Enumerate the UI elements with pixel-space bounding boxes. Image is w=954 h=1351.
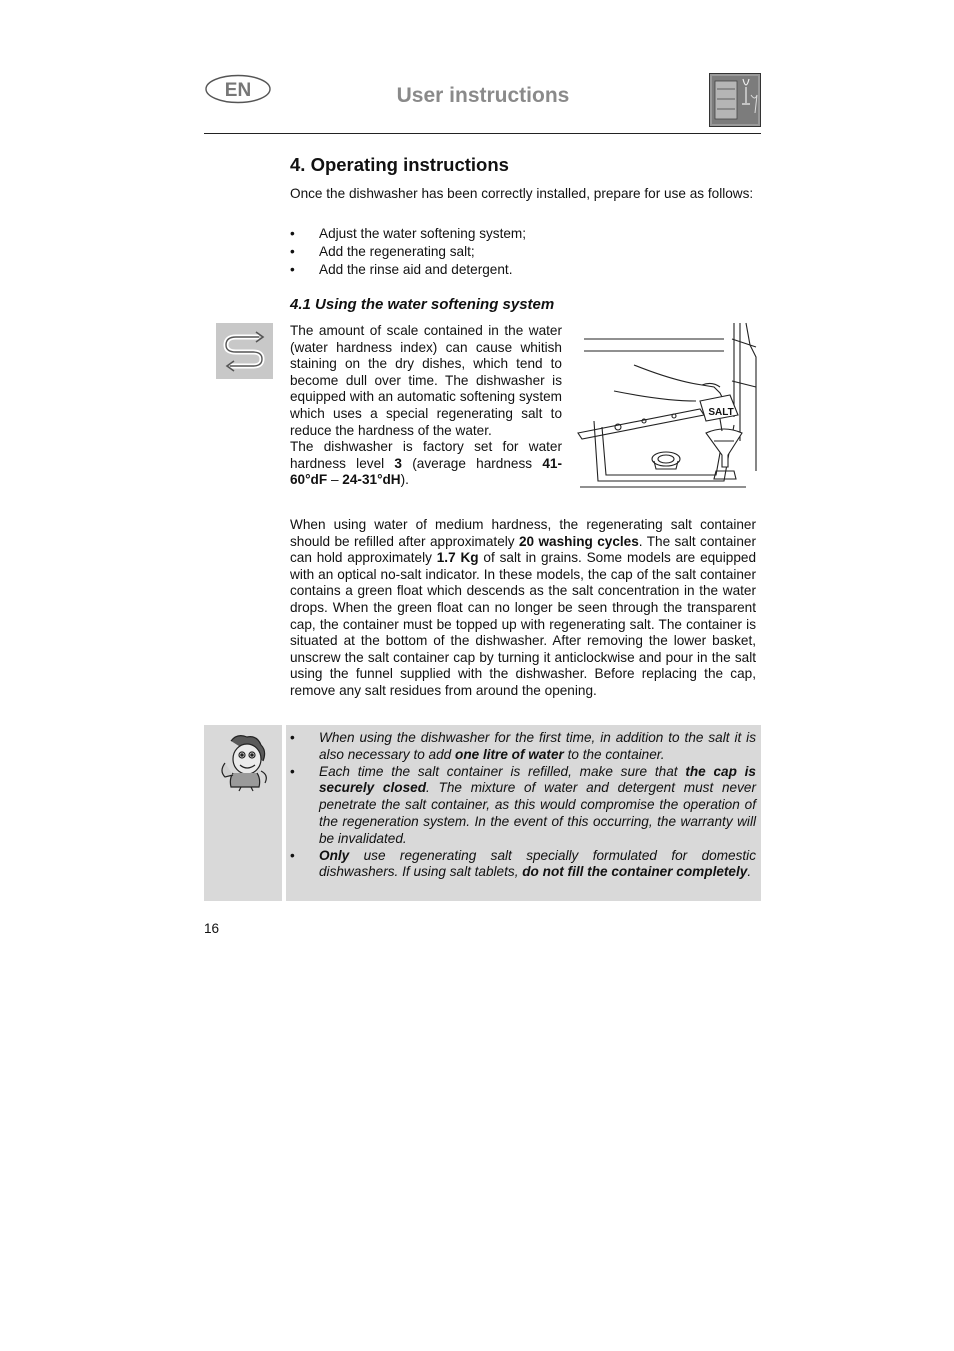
list-item: [290, 730, 756, 764]
subsection-title: 4.1 Using the water softening system: [290, 296, 555, 313]
note-text: .: [747, 864, 752, 880]
factory-text: The dishwasher is factory set for water hardness level: [290, 439, 562, 471]
refill-text: of salt in grains. Some models are equipped with an optical no-salt indicator. In these models, the cap of the salt container contains a green float which descends as the salt concentration in the water drops. When the green float can no longer be seen through the transparent cap, the container must be topped up with regenerating salt. The container is situated at the bottom of the dishwasher. After removing the lower basket, unscrew the salt container cap by turning it anticlockwise and pour in the salt using the funnel supplied with the dishwasher. Before replacing the cap, remove any salt residues from around the opening.: [290, 550, 757, 698]
page-number: 16: [204, 921, 220, 936]
refill-text: When using water of medium hardness, the regenerating salt container should be refilled after approximately: [290, 517, 756, 549]
note-text: When using the dishwasher for the first time, in addition to the salt it is also necessary to add: [319, 730, 756, 762]
salt-refill-paragraph: [290, 517, 756, 700]
refill-text: . The salt container can hold approximately: [290, 533, 756, 566]
list-item: • Add the regenerating salt;: [290, 243, 756, 261]
note-text: Each time the salt container is refilled, make sure that: [319, 763, 686, 779]
section-title: 4. Operating instructions: [290, 154, 509, 175]
hardness-dh: 24-31°dH: [342, 472, 401, 488]
mascot-icon: [215, 733, 271, 793]
note-emphasis: do not fill the container completely: [522, 864, 748, 880]
salt-filling-illustration: [574, 321, 758, 491]
salt-label: SALT: [708, 407, 734, 418]
intro-paragraph: Once the dishwasher has been correctly installed, prepare for use as follows:: [290, 186, 754, 201]
washing-cycles: 20 washing cycles: [518, 533, 639, 549]
factory-text: (average hardness: [401, 455, 543, 471]
list-item: • Add the rinse aid and detergent.: [290, 261, 756, 279]
hardness-level: 3: [394, 455, 402, 471]
note-emphasis: the cap is securely closed: [319, 763, 756, 796]
factory-text: ).: [400, 472, 409, 488]
note-text: . The mixture of water and detergent must never penetrate the salt container, as this would compromise the operation of the regeneration system. In the event of this occurring, the warranty will be invalidated.: [319, 780, 756, 846]
hardness-df: 41-60°dF: [290, 455, 563, 488]
important-notes-list: [290, 730, 756, 881]
header-divider: [204, 133, 761, 134]
note-text: to the container.: [563, 746, 665, 762]
water-softener-icon: [216, 323, 273, 379]
list-item: • Adjust the water softening system;: [290, 225, 756, 243]
salt-capacity: 1.7 Kg: [436, 550, 479, 566]
note-emphasis: Only: [319, 847, 350, 863]
note-emphasis: one litre of water: [455, 746, 564, 762]
hardness-separator: –: [327, 472, 343, 488]
list-item: [290, 848, 756, 882]
note-text: use regenerating salt specially formulated for domestic dishwashers. If using salt tablets,: [319, 847, 756, 880]
language-badge-label: EN: [224, 80, 252, 101]
dishwasher-thumbnail-icon: [709, 73, 761, 127]
page-header-title: User instructions: [396, 84, 570, 107]
list-item: [290, 764, 756, 848]
scale-text: The amount of scale contained in the water (water hardness index) can cause whitish staining on the dry dishes, which tend to become dull over time. The dishwasher is equipped with an automatic softening system which uses a special regenerating salt to reduce the hardness of the water.: [290, 323, 562, 438]
water-hardness-paragraph: [290, 323, 562, 489]
preparation-steps-list: [290, 225, 756, 279]
